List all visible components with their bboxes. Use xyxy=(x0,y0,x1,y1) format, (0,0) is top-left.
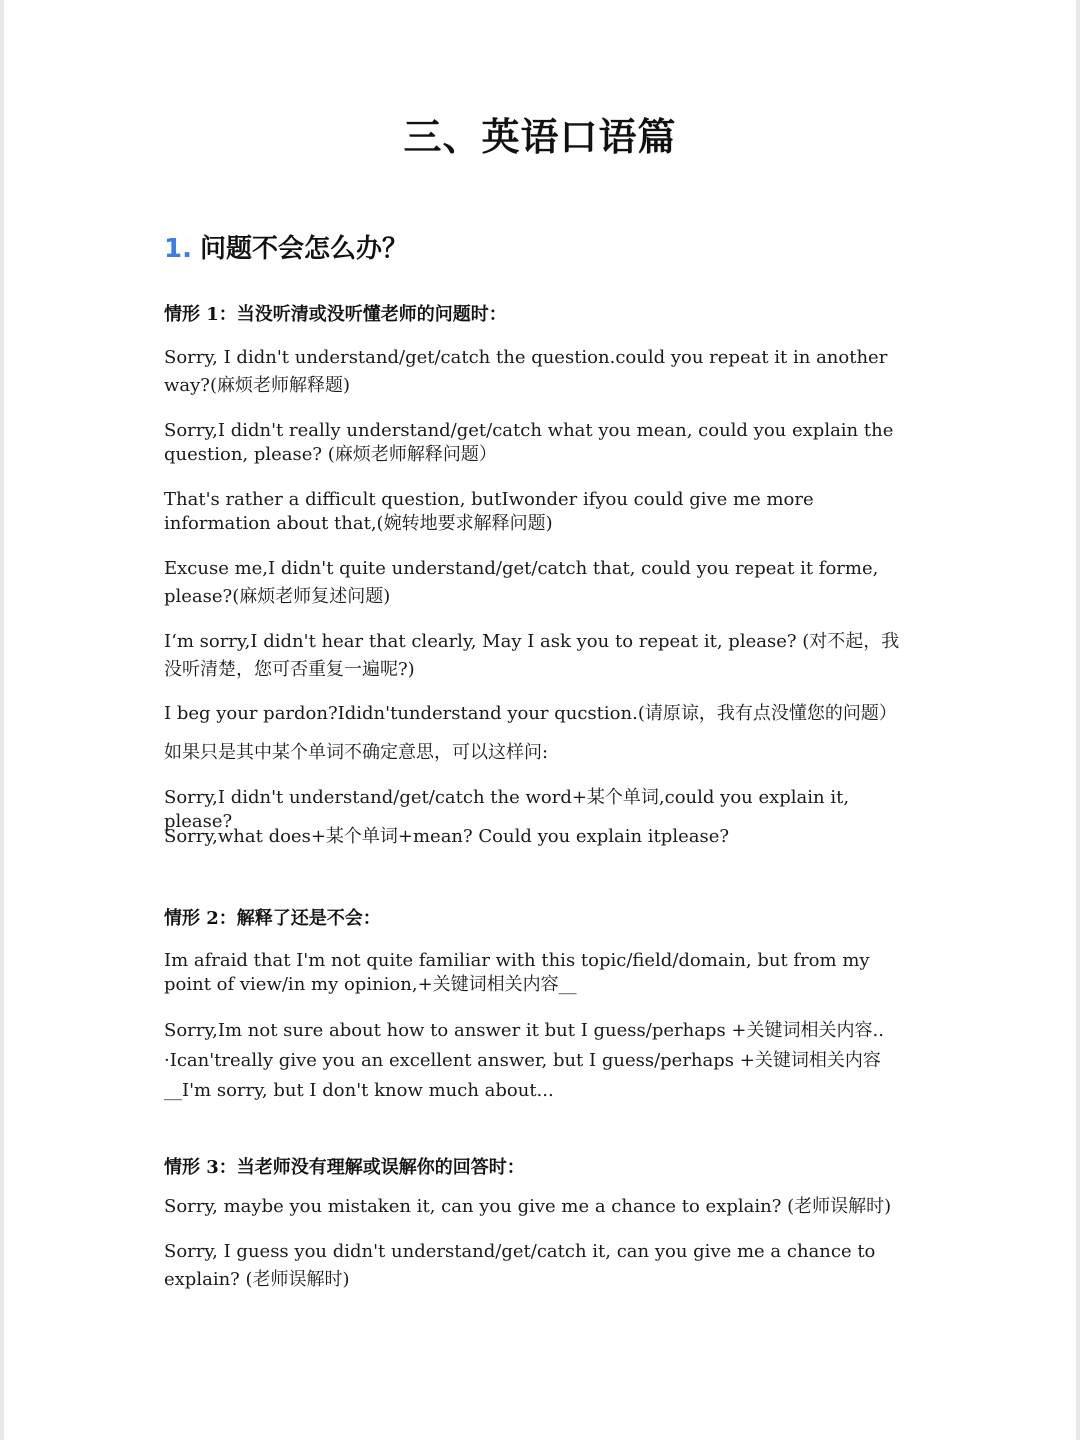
case1-paragraph: I‘m sorry,I didn't hear that clearly, May I ask you to repeat it, please? (对不起，我没听清楚，您可否重复一遍呢?) xyxy=(164,631,900,680)
case1-paragraph: 如果只是其中某个单词不确定意思，可以这样问: xyxy=(164,742,549,763)
case1-paragraph: That's rather a difficult question, butIwonder ifyou could give me more information about that,(婉转地要求解释问题) xyxy=(164,489,814,534)
case1-heading: 情形 1：当没听清或没听懂老师的问题时： xyxy=(164,304,507,325)
case1-paragraph: I beg your pardon?Ididn'tunderstand your qucstion.(请原谅，我有点没懂您的问题） xyxy=(164,703,897,724)
case1-paragraph: Sorry,I didn't understand/get/catch the word+某个单词,could you explain it, please? xyxy=(164,787,850,832)
case1-paragraph: Sorry, I didn't understand/get/catch the question.could you repeat it in another way?(麻烦老师解释题) xyxy=(164,347,888,396)
case1-paragraph: Sorry,I didn't really understand/get/catch what you mean, could you explain the question, please? (麻烦老师解释问题） xyxy=(164,420,894,465)
case1-paragraph: Sorry,what does+某个单词+mean? Could you explain itplease? xyxy=(164,826,729,847)
section-title: 问题不会怎么办？ xyxy=(199,234,408,264)
case3-heading: 情形 3：当老师没有理解或误解你的回答时： xyxy=(164,1157,525,1178)
section-number: 1. xyxy=(164,234,192,264)
case2-paragraph: Im afraid that I'm not quite familiar with this topic/field/domain, but from my point of view/in my opinion,+关键词相关内容__ xyxy=(164,950,870,995)
page-title: 三、英语口语篇 xyxy=(403,115,677,159)
case3-paragraph: Sorry, maybe you mistaken it, can you give me a chance to explain? (老师误解时) xyxy=(164,1196,892,1217)
section-heading xyxy=(164,228,408,265)
case2-paragraph: Sorry,Im not sure about how to answer it but I guess/perhaps +关键词相关内容.. ·Ican'treally give you an excellent answer, but I guess/perhaps +关键词相关内容__I'm sorry, but I don't know much about... xyxy=(164,1020,884,1101)
case1-paragraph: Excuse me,I didn't quite understand/get/catch that, could you repeat it forme, please?(麻烦老师复述问题) xyxy=(164,558,879,607)
case2-heading: 情形 2：解释了还是不会： xyxy=(164,908,381,929)
case3-paragraph: Sorry, I guess you didn't understand/get/catch it, can you give me a chance to explain? (老师误解时) xyxy=(164,1241,876,1290)
document-page xyxy=(4,0,1076,1440)
